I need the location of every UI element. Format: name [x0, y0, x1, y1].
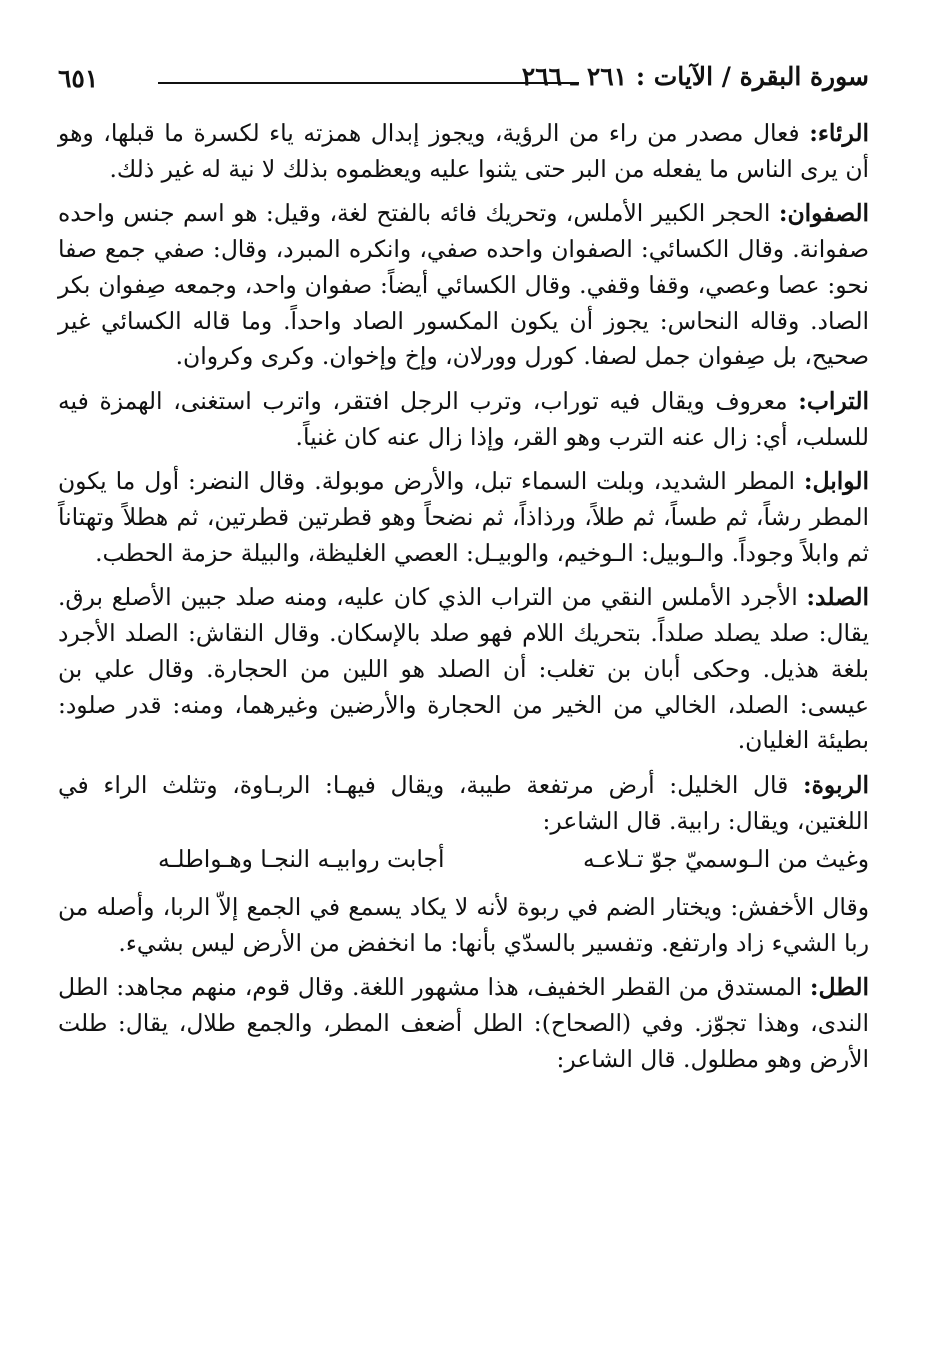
entry-text: فعال مصدر من راء من الرؤية، ويجوز إبدال همزته ياء لكسرة ما قبلها، وهو أن يرى الناس ما يفعله من البر حتى يثنوا عليه ويعظموه بذلك لا نية له غير ذلك. [58, 119, 869, 183]
entry-paragraph [58, 116, 869, 187]
entry-term: الصفوان: [778, 199, 869, 228]
page-body [58, 116, 869, 1087]
entry-paragraph [58, 580, 869, 759]
verse-second-hemistich: أجابت روابيـه النجـا وهـواطلـه [158, 845, 445, 874]
entry-term: الصلد: [806, 583, 869, 612]
header-title: سورة البقرة / الآيات : ٢٦١ ـ ٢٦٦ [521, 62, 869, 91]
entry-paragraph [58, 768, 869, 839]
entry-text: قال الخليل: أرض مرتفعة طيبة، ويقال فيهـا: الربـاوة، وتثلث الراء في اللغتين، ويقال: رابية. قال الشاعر: [58, 770, 869, 835]
entry-paragraph [58, 970, 869, 1077]
entry-term: الوابل: [803, 467, 869, 496]
entry-term: الطل: [809, 973, 869, 1002]
entry-term: الرئاء: [809, 119, 869, 147]
commentary-paragraph: وقال الأخفش: ويختار الضم في ربوة لأنه لا يكاد يسمع في الجمع إلاّ الربا، وأصله من ربا الشيء زاد وارتفع. وتفسير بالسدّي بأنها: ما انخفض من الأرض ليس بشيء. [58, 893, 869, 957]
header-rule [158, 82, 579, 84]
entry-text: معروف ويقال فيه توراب، وترب الرجل افتقر، واترب استغنى، الهمزة فيه للسلب، أي: زال عنه الترب وهو القر، وإذا زال عنه كان غنياً. [58, 386, 869, 451]
entry-text: المطر الشديد، وبلت السماء تبل، والأرض موبولة. وقال النضر: أول ما يكون المطر رشاً، ثم طساً، ثم طلاً، ورذاذاً، ثم نضحاً وهو قطرتين قطرتين، ثم هطلاً وتهتاناً ثم وابلاً وجوداً. والـوبيل: الـوخيم، والوبيـل: العصي الغليظة، والبيلة حزمة الحطب. [58, 467, 869, 567]
entry-term: التراب: [798, 386, 869, 415]
entry-text: المستدق من القطر الخفيف، هذا مشهور اللغة. وقال قوم، منهم مجاهد: الطل الندى، وهذا تجوّز. وفي (الصحاح): الطل أضعف المطر، والجمع طلال، يقال: طلت الأرض وهو مطلول. قال الشاعر: [58, 973, 869, 1073]
poetry-verse [58, 842, 869, 878]
entry-text: الأجرد الأملس النقي من التراب الذي كان عليه، ومنه صلد جبين الأصلع برق. يقال: صلد يصلد صلداً. بتحريك اللام فهو صلد بالإسكان. وقال النقاش: الصلد الأجرد بلغة هذيل. وحكى أبان بن تغلب: أن الصلد هو اللين من الحجارة. وقال علي بن عيسى: الصلد، الخالي من الخير من الحجارة والأرضين وغيرهما، ومنه: قدر صلود: بطيئة الغليان. [58, 583, 869, 755]
running-header [58, 60, 869, 100]
entry-term: الربوة: [802, 770, 869, 799]
entry-paragraph [58, 384, 869, 455]
entry-paragraph [58, 464, 869, 571]
verse-first-hemistich: وغيث من الـوسميّ جوّ تـلاعـه [582, 845, 869, 874]
page-number: ٦٥١ [58, 64, 99, 93]
entry-paragraph [58, 196, 869, 375]
entry-text: الحجر الكبير الأملس، وتحريك فائه بالفتح لغة، وقيل: هو اسم جنس واحده صفوانة. وقال الكسائي: الصفوان واحده صفي، وانكره المبرد، وقال: صفي جمع صفا نحو: عصا وعصي، وقفا وقفي. وقال الكسائي أيضاً: صفوان واحد، وجمعه صِفوان بكر الصاد. وقاله النحاس: يجوز أن يكون المكسور الصاد واحداً. وما قاله الكسائي غير صحيح، بل صِفوان جمل لصفا. كورل وورلان، وإخ وإخوان. وكرى وكروان. [58, 199, 869, 371]
